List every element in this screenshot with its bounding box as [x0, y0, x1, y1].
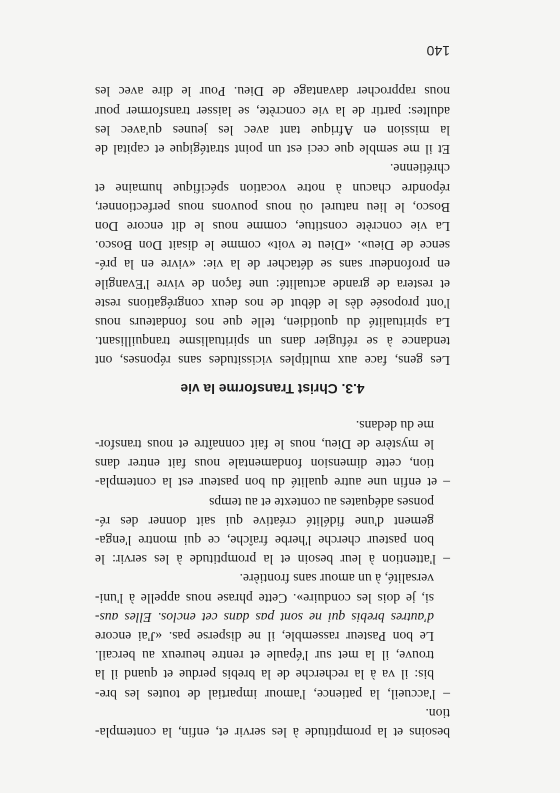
text-line: tion. [425, 705, 450, 721]
body-text [95, 82, 450, 742]
page-number: 140 [426, 43, 450, 59]
text-line: en profondeur sans se détacher de la vie: «vivre en la pré- [95, 257, 450, 273]
text-line: chrétienne. [389, 161, 450, 177]
text-line: si, je dois les conduire». Cette phrase nous appelle à l'uni- [95, 590, 434, 606]
text-line: bis: il va à la recherche de la brebis perdue et quand il la [95, 667, 434, 683]
text-line: tendance à se réfugier dans un spiritualisme tranquillisant. [95, 334, 450, 350]
text-line: bon pasteur cherche l'herbe fraîche, ce qui montre l'enga- [95, 532, 434, 548]
text-line: et restera de grande actualité: une façon de vivre l'Evangile [95, 276, 450, 292]
text-line: adultes: partir de la vie concrète, se laisser transformer pour [95, 103, 450, 119]
text-line: le mystère de Dieu, nous le fait connaître et nous transfor- [95, 436, 434, 452]
text-line [95, 608, 450, 627]
text-line: trouve, il la met sur l'épaule et rentre heureux au bercail. [95, 648, 434, 664]
section-heading: 4.3. Christ Transforme la vie [180, 380, 365, 396]
text-line: La spiritualité du quotidien, telle que nos fondateurs nous [95, 314, 450, 330]
quote-text: d'autres brebis qui ne sont pas dans cet enclos. Elles aus- [95, 609, 434, 625]
text-line: ponses adéquates au contexte et au temps [209, 494, 434, 510]
text-line: tion, cette dimension fondamentale nous fait entrer dans [95, 456, 434, 472]
text-line: répondre chacun à notre vocation spécifique humaine et [95, 180, 450, 196]
text-line: La vie concrète constitue, comme nous le dit encore Don [95, 218, 450, 234]
bullet-line: – l'attention à leur besoin et la promptitude à les servir: le [95, 552, 450, 568]
text-line: versalité, à un amour sans frontière. [239, 571, 434, 587]
text-line: la mission en Afrique tant avec les jeunes qu'avec les [95, 122, 450, 138]
text-line: Et il me semble que ceci est un point stratégique et capital de [95, 142, 450, 158]
text-line: Les gens, face aux multiples vicissitudes sans réponses, ont [95, 353, 450, 369]
text-line: gement d'une fidélité créative qui sait donner des ré- [95, 513, 434, 529]
text-line: Bosco, le lieu naturel où nous pouvons nous perfectionner, [95, 199, 450, 215]
bullet-line: – et enfin une autre qualité du bon pasteur est la contempla- [95, 475, 450, 491]
text-line: me du dedans. [355, 417, 434, 433]
text-line: Le bon Pasteur rassemble, il ne disperse pas. «J'ai encore [95, 628, 434, 644]
text-line: besoins et la promptitude à les servir et, enfin, la contempla- [95, 725, 450, 740]
text-line: nous rapprocher davantage de Dieu. Pour le dire avec les [95, 84, 450, 100]
text-line: l'ont proposée dès le début de nos deux congrégations reste [95, 295, 450, 311]
text-line: sence de Dieu». «Dieu te voit» comme le disait Don Bosco. [95, 238, 450, 254]
bullet-line: – l'accueil, la patience, l'amour impartial de toutes les bre- [95, 686, 450, 702]
